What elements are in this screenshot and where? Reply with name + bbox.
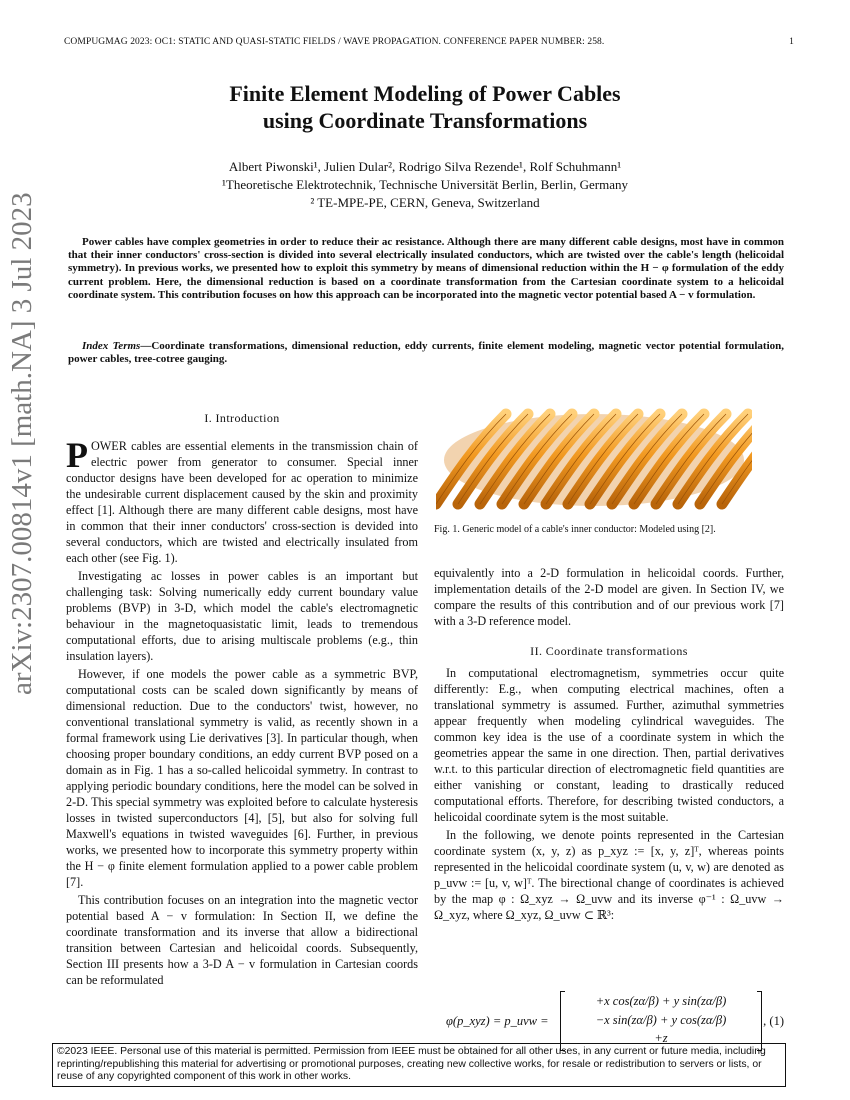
running-head-text: COMPUGMAG 2023: OC1: STATIC AND QUASI-STATIC FIELDS / WAVE PROPAGATION. CONFERENCE PAPER NUMBER: 258. — [64, 37, 605, 47]
index-terms-text: —Coordinate transformations, dimensional reduction, eddy currents, finite element modeling, magnetic vector potential formulation, power cables, tree-cotree gauging. — [68, 340, 784, 366]
matrix-row-2: −x sin(zα/β) + y cos(zα/β) — [595, 1012, 727, 1027]
author-block — [140, 158, 710, 212]
figure-1-cable-model — [436, 404, 752, 512]
equation-1-number: , (1) — [763, 1014, 784, 1028]
drop-cap: P — [66, 435, 88, 475]
affiliation-2: ² TE-MPE-PE, CERN, Geneva, Switzerland — [310, 195, 540, 210]
running-header — [64, 37, 794, 47]
cable-illustration — [436, 404, 752, 512]
title-line-1: Finite Element Modeling of Power Cables — [229, 81, 621, 106]
equation-1-lhs: φ(p_xyz) = p_uvw = — [446, 1014, 549, 1028]
intro-paragraph-3: However, if one models the power cable as a symmetric BVP, computational costs can be scaled down significantly by means of dimensional reduction. Due to the conductors' twist, however, no conventional translational symmetry is valid, as recently shown in a formal framework using Lie derivatives [3]. In particular though, when choosing proper boundary conditions, an eddy current BVP posed on a domain as in Fig. 1 has a so-called helicoidal symmetry. In contrast to applying periodic boundary conditions, here the model can be solved in 2-D. This special symmetry was exploited before to calculate hysteresis losses in twisted superconductors [4], [5], but also for solving full Maxwell's equations in twisted waveguides [6]. Further, in previous works, we presented how to incorporate this symmetry property within the H − φ finite element formulation applied to a power cable problem [7]. — [66, 667, 418, 889]
figure-1-caption: Fig. 1. Generic model of a cable's inner conductor: Modeled using [2]. — [434, 524, 716, 535]
section-heading-coordinate-transformations: II. Coordinate transformations — [530, 644, 688, 658]
abstract: Power cables have complex geometries in order to reduce their ac resistance. Although there are many different cable designs, most have in common that their inner conductors' cross-section is divided into several electrically insulated conductors, which are twisted over the cable's length (helicoidal symmetry). In previous works, we presented how to exploit this symmetry by means of dimensional reduction within the H − φ formulation of the eddy current problem. Here, the dimensional reduction is based on a coordinate transformation from the Cartesian coordinate system to a helicoidal coordinate system. This contribution focuses on how this approach can be incorporated into the magnetic vector potential based A − v formulation. — [68, 236, 784, 301]
intro-paragraph-1 — [66, 435, 418, 566]
intro-paragraph-1-text: OWER cables are essential elements in the transmission chain of electric power from generator to consumer. Special inner conductor designs have been developed for ac operation to minimize the undesirable current displacement caused by the skin and proximity effect [1]. Although there are many different cable designs, most have in common that their inner conductors' cross-section is devided into several conductors, which are twisted and electrically insulated from each other (see Fig. 1). — [66, 439, 418, 565]
matrix-row-3: +z — [654, 1031, 668, 1045]
title-line-2: using Coordinate Transformations — [262, 108, 588, 133]
section2-paragraph-1: In computational electromagnetism, symmetries occur quite differently: E.g., when computing electrical machines, often a translational symmetry is assumed. Further, azimuthal symmetries appear frequently when modeling cylindrical waveguides. The common key idea is the use of a coordinate system in which the geometries appear the same in one direction. Then, partial derivatives w.r.t. to this particular direction of electromagnetic field quantities are either vanishing or constant, leading to drastically reduced computational efforts. Therefore, for describing twisted conductors, a helicoidal coordinate sytem is the most suitable. — [434, 666, 784, 824]
index-terms — [68, 340, 784, 366]
author-names: Albert Piwonski¹, Julien Dular², Rodrigo Silva Rezende¹, Rolf Schuhmann¹ — [228, 159, 622, 174]
page-number: 1 — [789, 37, 794, 47]
intro-paragraph-4: This contribution focuses on an integration into the magnetic vector potential based A − v formulation: In Section II, we define the coordinate transformation and its inverse that allow a bidirectional transition between Cartesian and helicoidal coords. Subsequently, Section III presents how a 3-D A − v formulation in Cartesian coords can be reformulated — [66, 893, 418, 987]
matrix-row-1: +x cos(zα/β) + y sin(zα/β) — [595, 994, 727, 1008]
right-column — [434, 565, 784, 923]
right-continuation-paragraph: equivalently into a 2-D formulation in helicoidal coords. Further, implementation details of the 2-D model are given. In Section IV, we compare the results of this contribution and of our previous work [7] with a 3-D reference model. — [434, 566, 784, 628]
paper-title — [140, 80, 710, 134]
section2-paragraph-2: In the following, we denote points represented in the Cartesian coordinate system (x, y, z) as p_xyz := [x, y, z]ᵀ, whereas points represented in the helicoidal coordinate system (u, v, w) are denoted as p_uvw := [u, v, w]ᵀ. The birectional change of coordinates is achieved by the map φ : Ω_xyz → Ω_uvw and its inverse φ⁻¹ : Ω_uvw → Ω_xyz, where Ω_xyz, Ω_uvw ⊂ ℝ³: — [434, 828, 784, 922]
equation-1-matrix — [560, 992, 762, 1050]
arxiv-stamp: arXiv:2307.00814v1 [math.NA] 3 Jul 2023 — [6, 192, 38, 695]
affiliation-1: ¹Theoretische Elektrotechnik, Technische Universität Berlin, Berlin, Germany — [222, 177, 628, 192]
intro-paragraph-2: Investigating ac losses in power cables is an important but challenging task: Solving numerically eddy current boundary value problems (BVP) in 3-D, which model the cable's electromagnetic behaviour in the magnetoquasistatic limit, leads to tremendous computational efforts, due to arising multiscale problems (e.g., thin insulation layers). — [66, 569, 418, 663]
index-terms-label: Index Terms — [82, 340, 141, 352]
left-column — [66, 410, 418, 988]
copyright-notice: ©2023 IEEE. Personal use of this material is permitted. Permission from IEEE must be obtained for all other uses, in any current or future media, including reprinting/republishing this material for advertising or promotional purposes, creating new collective works, for resale or redistribution to servers or lists, or reuse of any copyrighted component of this work in other works. — [52, 1043, 786, 1087]
section-heading-introduction: I. Introduction — [204, 411, 280, 425]
